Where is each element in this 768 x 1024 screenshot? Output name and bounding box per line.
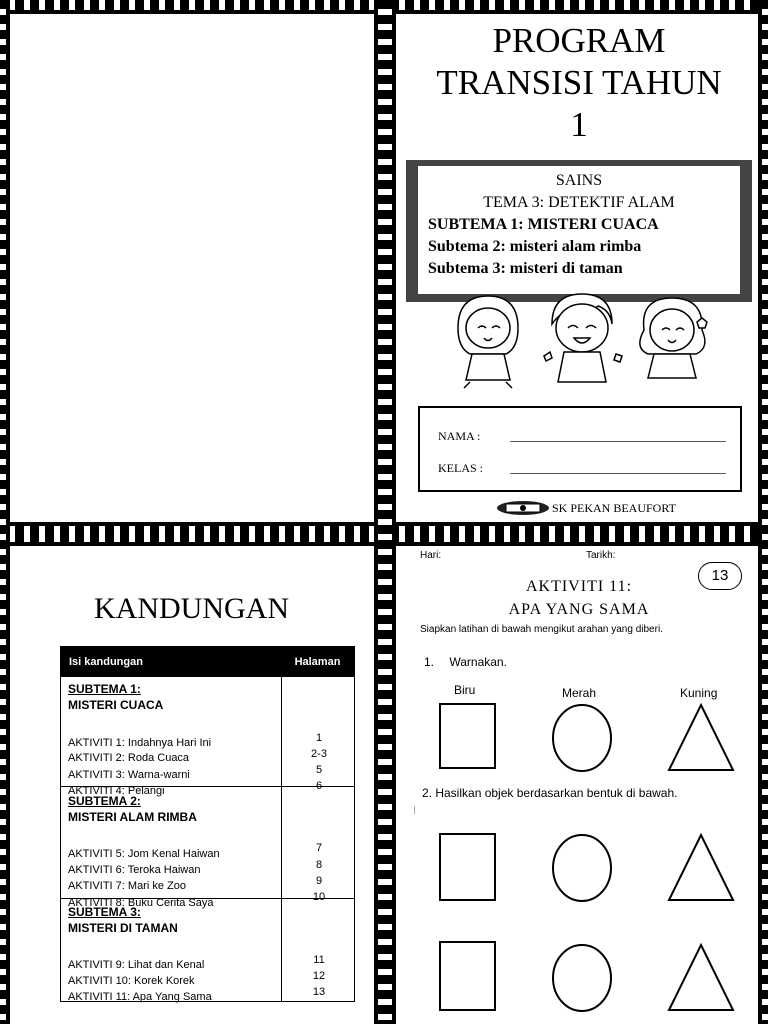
color-label-red: Merah [562,686,597,700]
square-shape[interactable] [438,702,498,772]
cover-title: PROGRAM TRANSISI TAHUN 1 [436,21,722,144]
activity-name: APA YANG SAMA [508,601,650,618]
list-item[interactable]: AKTIVITI 10: Korek Korek [68,975,195,987]
square-shape[interactable] [438,832,498,904]
list-item[interactable]: AKTIVITI 3: Warna-warni [68,769,190,781]
question-1: 1. Warnakan. [424,655,507,669]
section-1-heading: SUBTEMA 1: MISTERI CUACA [68,682,164,712]
children-illustration [440,290,720,390]
school-footer [496,498,676,518]
color-label-blue: Biru [454,683,476,697]
page-number: 7 [315,842,323,854]
triangle-shape[interactable] [666,702,736,774]
list-item[interactable]: AKTIVITI 7: Mari ke Zoo [68,880,186,892]
theme-label: TEMA 3: DETEKTIF ALAM [483,194,675,211]
triangle-shape[interactable] [666,832,736,904]
date-label: Tarikh: [586,550,616,561]
page-number-badge: 13 [698,562,742,590]
day-label: Hari: [420,550,442,561]
worksheet-page [400,546,758,1024]
activity-number: AKTIVITI 11: [525,578,633,595]
checkered-border-left [0,0,10,1024]
school-logo-icon [496,499,550,517]
contents-page [10,546,373,1024]
circle-shape[interactable] [550,832,614,904]
list-item[interactable]: AKTIVITI 6: Teroka Haiwan [68,864,201,876]
triangle-shape[interactable] [666,942,736,1014]
circle-shape[interactable] [550,702,614,774]
contents-table [60,646,355,1002]
subject-box [406,160,752,302]
page-number: 1 [315,732,323,744]
subtheme-2: Subtema 2: misteri alam rimba [428,238,642,255]
subtheme-1: SUBTEMA 1: MISTERI CUACA [428,216,659,233]
class-field[interactable] [438,460,726,476]
section-divider [61,786,354,787]
checkered-border-right [758,0,768,1024]
page-number: 13 [312,986,326,998]
color-label-yellow: Kuning [680,686,718,700]
instruction-text: Siapkan latihan di bawah mengikut arahan yang diberi. [420,624,663,635]
section-3-heading: SUBTEMA 3: MISTERI DI TAMAN [68,905,178,935]
subject-label: SAINS [555,172,603,189]
name-field[interactable] [438,428,726,444]
cover-page [400,14,758,522]
col-page: Halaman [294,656,341,668]
checkered-border-center [374,0,396,1024]
subtheme-3: Subtema 3: misteri di taman [428,260,623,277]
page-number: 10 [312,891,326,903]
list-item[interactable]: AKTIVITI 5: Jom Kenal Haiwan [68,848,220,860]
list-item[interactable]: AKTIVITI 8: Buku Cerita Saya [68,897,214,909]
student-info-box [418,406,742,492]
square-shape[interactable] [438,940,498,1014]
page-number: 2-3 [311,748,327,760]
question-2: 2. Hasilkan objek berdasarkan bentuk di bawah. [422,786,678,800]
name-label: NAMA : [438,429,481,443]
page-number: 12 [312,970,326,982]
page-number: 9 [315,875,323,887]
list-item[interactable]: AKTIVITI 9: Lihat dan Kenal [68,959,205,971]
school-name: SK PEKAN BEAUFORT [552,500,676,515]
page-number: 8 [315,859,323,871]
blank-page [10,14,373,522]
circle-shape[interactable] [550,942,614,1014]
list-item[interactable]: AKTIVITI 1: Indahnya Hari Ini [68,737,212,749]
section-2-heading: SUBTEMA 2: MISTERI ALAM RIMBA [68,794,197,824]
page-number: 5 [315,764,323,776]
col-contents: Isi kandungan [69,656,143,668]
list-item[interactable]: AKTIVITI 4: Pelangi [68,785,165,797]
contents-table-header [61,647,354,677]
contents-title: KANDUNGAN [94,592,289,625]
class-label: KELAS : [438,461,483,475]
section-divider [61,898,354,899]
page-number: 11 [313,954,325,966]
list-item[interactable]: AKTIVITI 2: Roda Cuaca [68,752,190,764]
page-number: 6 [315,780,323,792]
list-item[interactable]: AKTIVITI 11: Apa Yang Sama [68,991,212,1003]
